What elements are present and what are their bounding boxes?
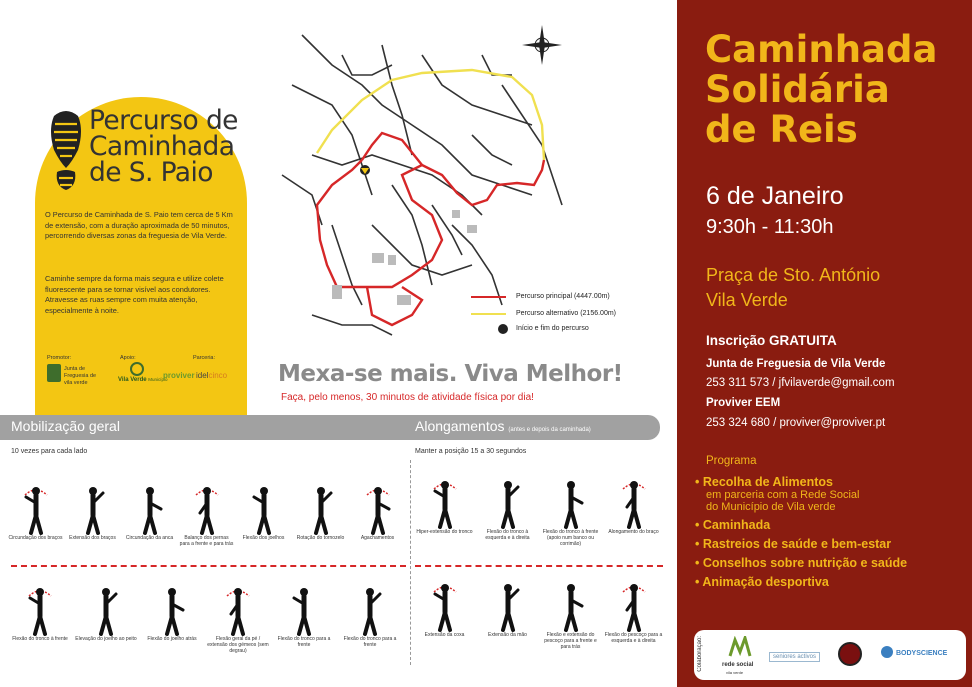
apoio-label: Apoio: <box>120 355 136 361</box>
apoio-name: Vila Verde Município <box>118 377 168 383</box>
exercise-caption: Balanço dos pernas para a frente e para trás <box>179 535 234 547</box>
exercise-caption: Circundação da anca <box>125 535 174 541</box>
exercise-caption: Agachamentos <box>360 535 395 541</box>
seniores-logo: seniores activos <box>769 652 820 662</box>
exercise-figure-icon <box>603 580 664 632</box>
exercise-item <box>293 483 348 541</box>
exercise-item <box>540 580 601 650</box>
exercise-figure-icon <box>236 483 291 535</box>
exercise-figure-icon <box>8 584 72 636</box>
exercise-caption: Circundação dos braços <box>8 535 63 541</box>
org1-contact: 253 311 573 / jfvilaverde@gmail.com <box>706 377 895 389</box>
exercise-item <box>603 580 664 644</box>
programa-item: • Conselhos sobre nutrição e saúde <box>695 556 908 570</box>
exercise-item <box>140 584 204 642</box>
programa-label: Programa <box>706 455 757 467</box>
exercise-caption: Extensão da coxa <box>424 632 465 638</box>
legend-alt: Percurso alternativo (2156.00m) <box>516 310 616 317</box>
event-time: 9:30h - 11:30h <box>706 216 834 238</box>
legend-alt-swatch <box>471 313 506 315</box>
programa-item: • Caminhada <box>695 518 771 532</box>
exercise-figure-icon <box>540 477 601 529</box>
mob-sub: 10 vezes para cada lado <box>11 448 88 455</box>
inscricao: Inscrição GRATUITA <box>706 333 837 348</box>
start-marker-icon <box>498 324 508 334</box>
exercise-caption: Extensão dos braços <box>69 535 116 541</box>
exercise-caption: Hiper-extensão do tronco <box>416 529 473 535</box>
logo1-text: rede social <box>722 662 754 668</box>
exercise-figure-icon <box>140 584 204 636</box>
exercise-caption: Flexão do tronco para a frente <box>277 636 331 648</box>
programa-item: • Recolha de Alimentos em parceria com a Rede Social do Município de Vila verde <box>695 475 860 513</box>
exercise-figure-icon <box>122 483 177 535</box>
compass-icon <box>522 25 562 65</box>
event-date: 6 de Janeiro <box>706 182 844 210</box>
promotor-name: Junta de Freguesia de vila verde <box>64 366 97 386</box>
event-town: Vila Verde <box>706 290 788 310</box>
exercise-figure-icon <box>414 580 475 632</box>
exercise-caption: Alongamento do braço <box>608 529 659 535</box>
programa-list <box>695 475 965 594</box>
event-place: Praça de Sto. António <box>706 265 881 285</box>
junta-logo <box>47 364 61 382</box>
exercise-caption: Flexão do tronco à frente (apoio num banco ou corrimão) <box>542 529 599 547</box>
exercise-figure-icon <box>272 584 336 636</box>
exercise-caption: Flexão e extensão do pescoço para a frente e para trás <box>544 632 597 650</box>
exercise-figure-icon <box>179 483 234 535</box>
exercise-item <box>414 580 475 638</box>
colab-label: Colaboração: <box>697 636 703 672</box>
proviver-logo: proviver <box>163 371 195 380</box>
exercise-figure-icon <box>293 483 348 535</box>
exercise-caption: Extensão da mão <box>488 632 527 638</box>
exercise-caption: Flexão do tronco à esquerda e à direita <box>485 529 530 541</box>
exercise-caption: Flexão dos joelhos <box>242 535 285 541</box>
exercise-item <box>206 584 270 654</box>
exercise-figure-icon <box>338 584 402 636</box>
exercise-figure-icon <box>74 584 138 636</box>
exercise-figure-icon <box>414 477 475 529</box>
rede-social-logo <box>725 636 755 660</box>
along-title: Alongamentos (antes e depois da caminhada) <box>415 418 591 434</box>
exercise-item <box>122 483 177 541</box>
programa-item: • Animação desportiva <box>695 575 829 589</box>
exercise-caption: Elevação do joelho ao peito <box>75 636 137 642</box>
exercise-item <box>338 584 402 648</box>
bodyscience-logo: BODYSCIENCE <box>896 650 948 657</box>
exercise-figure-icon <box>206 584 270 636</box>
exercise-item <box>350 483 405 541</box>
exercise-item <box>272 584 336 648</box>
exercise-item <box>477 580 538 638</box>
exercise-figure-icon <box>8 483 63 535</box>
exercise-figure-icon <box>540 580 601 632</box>
municipio-crest <box>130 362 144 376</box>
exercise-caption: Flexão do joelho atrás <box>147 636 197 642</box>
exercise-item <box>477 477 538 541</box>
slogan-main: Mexa-se mais. Viva Melhor! <box>278 361 623 387</box>
slogan-sub: Faça, pelo menos, 30 minutos de atividade física por dia! <box>281 392 534 403</box>
programa-item: • Rastreios de saúde e bem-estar <box>695 537 892 551</box>
event-title: Caminhada Solidária de Reis <box>705 28 938 151</box>
exercise-caption: Rotação do tornozelo <box>296 535 345 541</box>
exercise-item <box>236 483 291 541</box>
parceria-label: Parceria: <box>193 355 216 361</box>
along-sub: Manter a posição 15 a 30 segundos <box>415 448 527 455</box>
exercise-figure-icon <box>603 477 664 529</box>
promotor-label: Promotor: <box>47 355 72 361</box>
exercise-caption: Flexão do pescoço para a esquerda e à direita <box>604 632 663 644</box>
exercise-item <box>8 483 63 541</box>
exercise-item <box>179 483 234 547</box>
club-badge-logo <box>838 642 862 666</box>
exercise-item <box>74 584 138 642</box>
legend-main-swatch <box>471 296 506 298</box>
exercise-figure-icon <box>65 483 120 535</box>
org2-contact: 253 324 680 / proviver@proviver.pt <box>706 417 886 429</box>
legend-start: Início e fim do percurso <box>516 325 589 332</box>
divider <box>11 565 406 567</box>
org1-name: Junta de Freguesia de Vila Verde <box>706 358 886 370</box>
exercise-item <box>8 584 72 642</box>
exercise-caption: Flexão do tronco para a frente <box>343 636 397 648</box>
divider <box>415 565 663 567</box>
exercise-item <box>65 483 120 541</box>
exercise-caption: Flexão geral da pé / extensão dos gémeos (sem degrau) <box>207 636 269 654</box>
exercise-item <box>414 477 475 535</box>
card-paragraph-2: Caminhe sempre da forma mais segura e utilize colete fluorescente para se tornar visível aos condutores. Atravesse as ruas sempre com muita atenção, especialmente à noite. <box>45 274 224 316</box>
logo1-sub: vila verde <box>726 670 744 675</box>
vertical-divider <box>410 460 411 665</box>
exercise-caption: Flexão do tronco à frente <box>12 636 68 642</box>
exercise-figure-icon <box>350 483 405 535</box>
idel-logo: idelcinco <box>196 371 228 380</box>
exercise-figure-icon <box>477 477 538 529</box>
mob-title: Mobilização geral <box>11 418 120 434</box>
exercise-figure-icon <box>477 580 538 632</box>
bodyscience-icon <box>881 646 893 658</box>
footprint-icon <box>46 110 86 192</box>
org2-name: Proviver EEM <box>706 397 781 409</box>
exercise-item <box>540 477 601 547</box>
card-title: Percurso de Caminhada de S. Paio <box>89 105 238 188</box>
card-paragraph-1: O Percurso de Caminhada de S. Paio tem cerca de 5 Km de extensão, com a duração aproximada de 50 minutos, percorrendo diversas zonas da freguesia de Vila Verde. <box>45 210 233 241</box>
exercise-item <box>603 477 664 535</box>
legend-main: Percurso principal (4447.00m) <box>516 293 610 300</box>
